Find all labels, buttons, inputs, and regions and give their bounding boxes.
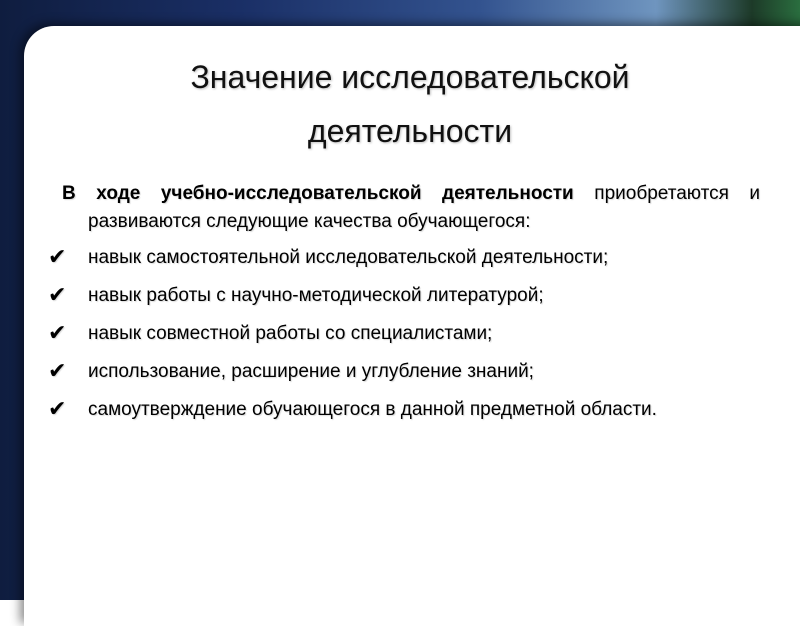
list-item-text: использование, расширение и углубление знаний; (88, 361, 534, 382)
intro-bold-text: В ходе учебно-исследовательской деятельности (62, 183, 574, 204)
check-mark-icon: ✔ (48, 397, 67, 422)
slide-content (48, 180, 760, 434)
title-line-1: Значение исследовательской (190, 59, 630, 95)
intro-text: приобретаются и развиваются следующие качества обучающегося: (88, 183, 761, 232)
check-mark-icon: ✔ (48, 245, 67, 270)
check-mark-icon: ✔ (48, 283, 67, 308)
list-item-text: навык работы с научно-методической литературой; (88, 285, 544, 306)
list-item-text: самоутверждение обучающегося в данной предметной области. (88, 399, 657, 420)
slide-title (60, 50, 760, 158)
list-item (48, 282, 760, 310)
list-item (48, 358, 760, 386)
check-mark-icon: ✔ (48, 321, 67, 346)
list-item (48, 244, 760, 272)
list-item (48, 320, 760, 348)
list-item-text: навык самостоятельной исследовательской деятельности; (88, 247, 609, 268)
list-item-text: навык совместной работы со специалистами; (88, 323, 493, 344)
title-line-2: деятельности (307, 113, 513, 149)
intro-paragraph (48, 180, 760, 236)
check-mark-icon: ✔ (48, 359, 67, 384)
list-item (48, 396, 760, 424)
